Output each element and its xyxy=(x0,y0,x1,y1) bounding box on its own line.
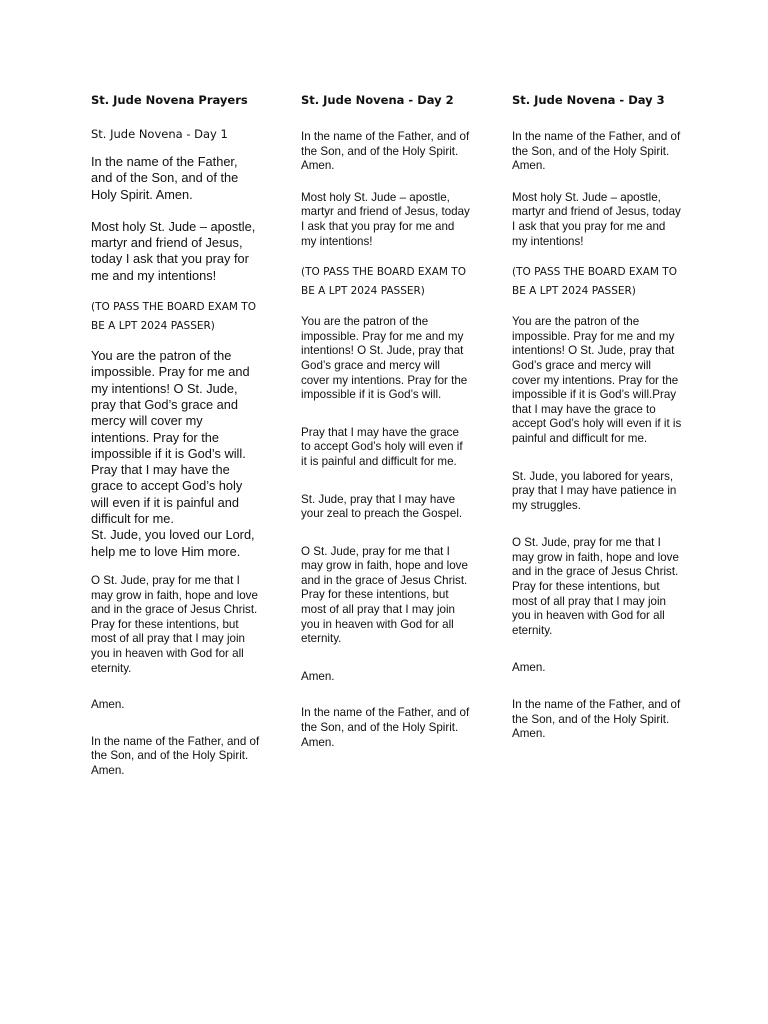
patron-paragraph: You are the patron of the impossible. Pray for me and my intentions! O St. Jude, pray that God’s grace and mercy will cover my intentions. Pray for the impossible if it is God’s will. xyxy=(91,348,250,461)
intention-text: (TO PASS THE BOARD EXAM TO BE A LPT 2024 PASSER) xyxy=(512,266,677,298)
zeal-paragraph: St. Jude, pray that I may have your zeal to preach the Gospel. xyxy=(301,492,463,521)
invocation-paragraph: Most holy St. Jude – apostle, martyr and friend of Jesus, today I ask that you pray for me and my intentions! xyxy=(301,190,470,248)
page-title: St. Jude Novena Prayers xyxy=(91,93,248,107)
day-3-title: St. Jude Novena - Day 3 xyxy=(512,93,665,107)
opening-prayer: In the name of the Father, and of the Son, and of the Holy Spirit. Amen. xyxy=(512,130,681,173)
love-paragraph: St. Jude, you loved our Lord, help me to love Him more. xyxy=(91,527,255,559)
day-2-title: St. Jude Novena - Day 2 xyxy=(301,93,454,107)
faith-paragraph: O St. Jude, pray for me that I may grow in faith, hope and love and in the grace of Jesus Christ. Pray for these intentions, but most of all pray that I may join you in heaven with God for all eternity. xyxy=(301,544,468,646)
opening-prayer: In the name of the Father, and of the Son, and of the Holy Spirit. Amen. xyxy=(301,130,470,173)
closing-prayer: In the name of the Father, and of the Son, and of the Holy Spirit. Amen. xyxy=(91,734,260,777)
amen-text: Amen. xyxy=(512,661,546,675)
patron-paragraph: You are the patron of the impossible. Pray for me and my intentions! O St. Jude, pray that God’s grace and mercy will cover my intentions. Pray for the impossible if it is God’s will. xyxy=(301,315,468,402)
closing-prayer: In the name of the Father, and of the Son, and of the Holy Spirit. Amen. xyxy=(301,706,470,749)
day-1-title: St. Jude Novena - Day 1 xyxy=(91,127,228,141)
column-day-2 xyxy=(301,92,471,750)
faith-paragraph: O St. Jude, pray for me that I may grow in faith, hope and love and in the grace of Jesus Christ. Pray for these intentions, but most of all pray that I may join you in heaven with God for all eternity. xyxy=(512,536,679,637)
amen-text: Amen. xyxy=(301,669,335,683)
closing-prayer: In the name of the Father, and of the Son, and of the Holy Spirit. Amen. xyxy=(512,698,681,741)
grace-paragraph: Pray that I may have the grace to accept God’s holy will even if it is painful and difficult for me. xyxy=(91,462,243,527)
column-day-1 xyxy=(91,92,261,778)
faith-paragraph: O St. Jude, pray for me that I may grow in faith, hope and love and in the grace of Jesus Christ. Pray for these intentions, but most of all pray that I may join you in heaven with God for all eternity. xyxy=(91,573,258,675)
intention-text: (TO PASS THE BOARD EXAM TO BE A LPT 2024 PASSER) xyxy=(301,266,466,298)
grace-paragraph: Pray that I may have the grace to accept God’s holy will even if it is painful and difficult for me. xyxy=(301,425,463,468)
patron-paragraph: You are the patron of the impossible. Pray for me and my intentions! O St. Jude, pray that God’s grace and mercy will cover my intentions. Pray for the impossible if it is God’s will.Pray that I may have the grace to accept God’s holy will even if it is painful and difficult for me. xyxy=(512,315,682,445)
invocation-paragraph: Most holy St. Jude – apostle, martyr and friend of Jesus, today I ask that you pray for me and my intentions! xyxy=(512,190,681,248)
amen-text: Amen. xyxy=(91,698,125,712)
invocation-paragraph: Most holy St. Jude – apostle, martyr and friend of Jesus, today I ask that you pray for me and my intentions! xyxy=(91,218,256,283)
opening-prayer: In the name of the Father, and of the Son, and of the Holy Spirit. Amen. xyxy=(91,154,239,202)
column-day-3 xyxy=(512,92,682,742)
intention-text: (TO PASS THE BOARD EXAM TO BE A LPT 2024 PASSER) xyxy=(91,301,256,333)
patience-paragraph: St. Jude, you labored for years, pray that I may have patience in my struggles. xyxy=(512,469,677,512)
